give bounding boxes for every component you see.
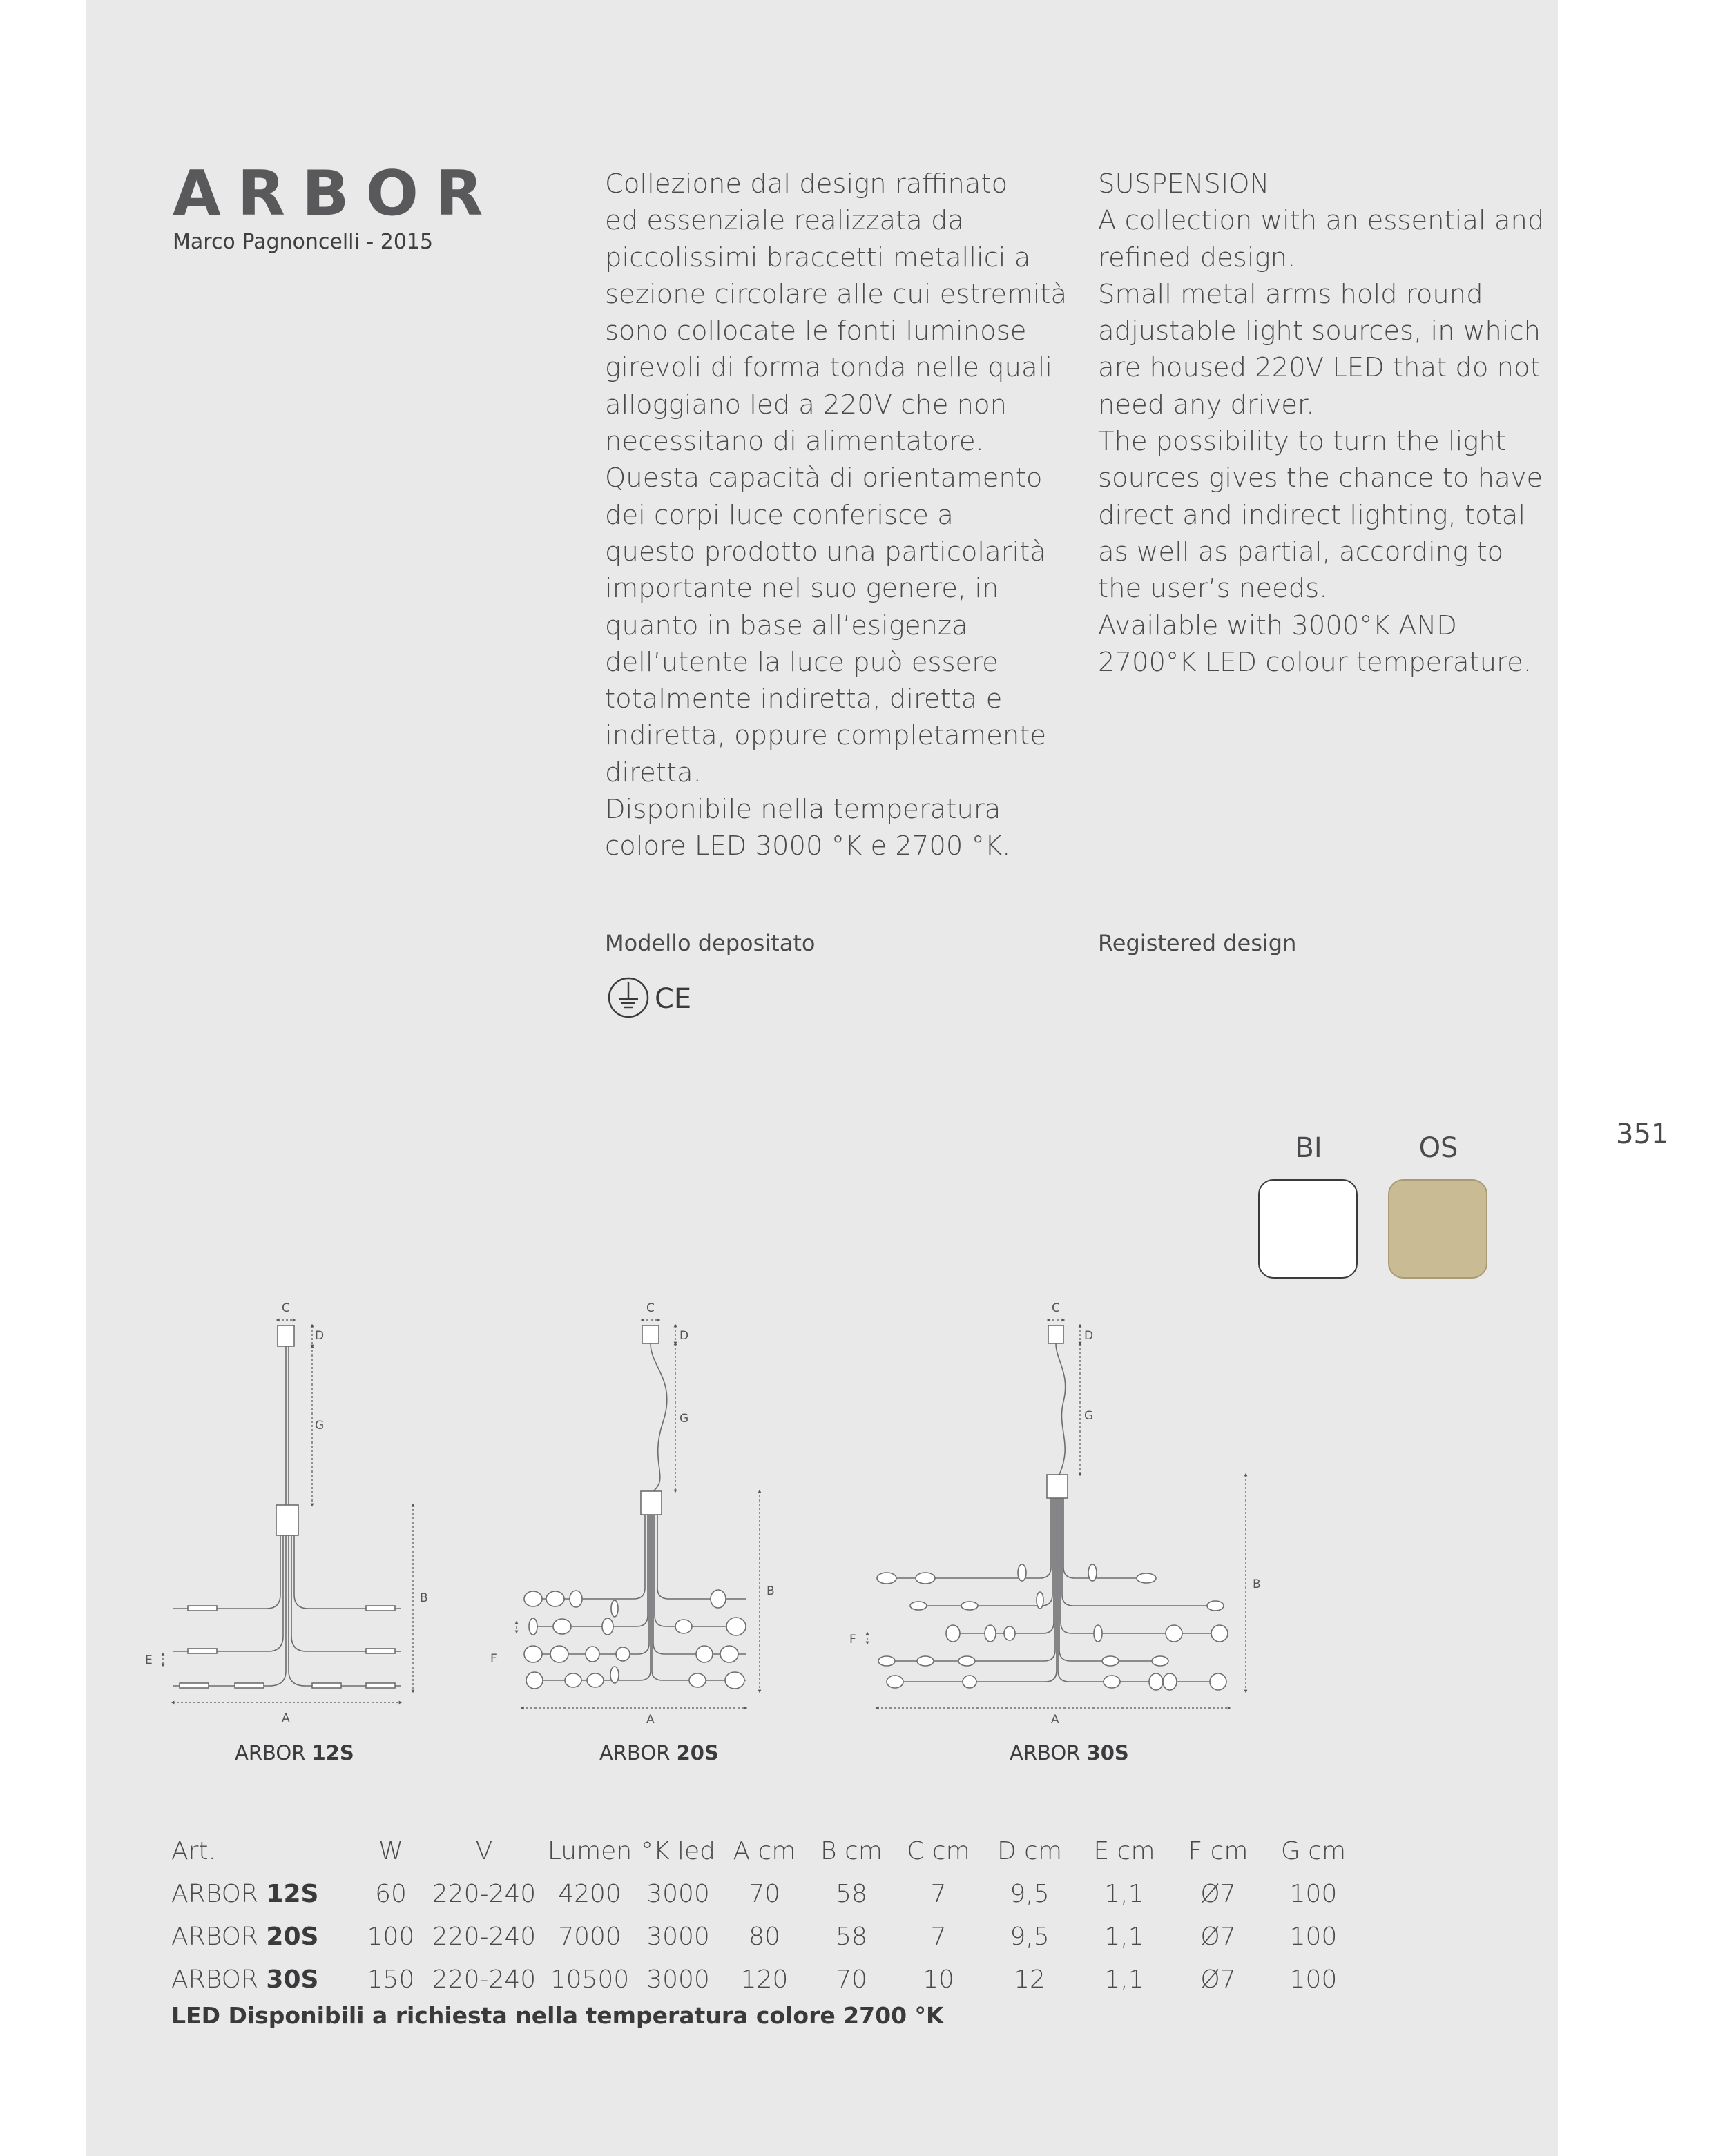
table-cell: 100 [1289, 1965, 1338, 1994]
table-header: °K led [640, 1836, 716, 1865]
table-header-row [171, 1829, 1362, 1872]
table-cell-article [171, 1958, 358, 2001]
text-line: adjustable light sources, in which [1098, 315, 1541, 347]
table-cell: 58 [836, 1922, 867, 1951]
dim-f: F [490, 1652, 497, 1666]
table-header: G cm [1280, 1836, 1347, 1865]
text-line: sources gives the chance to have [1098, 463, 1543, 494]
article-prefix: ARBOR [171, 1965, 258, 1994]
text-line: 2700°K LED colour temperature. [1098, 646, 1532, 678]
dim-g: G [680, 1412, 689, 1426]
table-cell: Ø7 [1200, 1922, 1236, 1951]
article-prefix: ARBOR [171, 1922, 258, 1951]
table-header: Lumen [547, 1836, 633, 1865]
dim-e: E [145, 1653, 153, 1667]
caption-code: 30S [1086, 1741, 1129, 1765]
drawing-arbor-20s [524, 1325, 746, 1689]
table-row [171, 1872, 1362, 1915]
finish-swatch-gold[interactable] [1388, 1179, 1487, 1279]
finish-label-bi: BI [1295, 1132, 1322, 1164]
dim-g: G [315, 1419, 325, 1433]
table-cell: 3000 [646, 1965, 710, 1994]
text-line: totalmente indiretta, diretta e [605, 683, 1003, 715]
text-line: A collection with an essential and [1098, 205, 1545, 237]
text-line: Disponibile nella temperatura [605, 794, 1001, 826]
finish-swatch-white[interactable] [1258, 1179, 1358, 1279]
table-cell: 12 [1014, 1965, 1045, 1994]
table-cell: 220-240 [432, 1879, 537, 1908]
spec-table [171, 1829, 1362, 2001]
text-line: are housed 220V LED that do not [1098, 352, 1541, 384]
page-number: 351 [1616, 1118, 1669, 1150]
dim-a: A [1051, 1713, 1059, 1727]
product-title: ARBOR [173, 157, 500, 230]
dim-a: A [646, 1713, 655, 1727]
table-header: B cm [820, 1836, 883, 1865]
article-prefix: ARBOR [171, 1879, 258, 1908]
dim-c: C [1052, 1301, 1060, 1315]
table-cell: 7 [930, 1879, 947, 1908]
dim-a: A [282, 1711, 290, 1725]
drawing-caption-12s [235, 1741, 354, 1765]
table-cell: Ø7 [1200, 1965, 1236, 1994]
table-row [171, 1915, 1362, 1958]
caption-prefix: ARBOR [235, 1741, 306, 1765]
text-line: quanto in base all’esigenza [605, 610, 968, 641]
dim-g: G [1084, 1409, 1094, 1423]
technical-drawings [131, 1284, 1319, 1740]
article-code: 30S [266, 1965, 319, 1994]
table-cell: 120 [740, 1965, 789, 1994]
drawing-caption-30s [1010, 1741, 1129, 1765]
table-cell-article [171, 1872, 358, 1915]
table-header: A cm [733, 1836, 796, 1865]
caption-prefix: ARBOR [599, 1741, 671, 1765]
text-line: ed essenziale realizzata da [605, 205, 964, 237]
registered-design-it: Modello depositato [605, 930, 816, 956]
table-cell: 60 [375, 1879, 407, 1908]
drawing-arbor-12s [173, 1325, 401, 1688]
text-line: as well as partial, according to [1098, 536, 1504, 567]
registered-design-en: Registered design [1098, 930, 1297, 956]
table-cell: 1,1 [1104, 1965, 1144, 1994]
dim-d: D [680, 1329, 689, 1343]
certification-marks [608, 975, 711, 1020]
drawing-caption-20s [599, 1741, 719, 1765]
table-cell: 70 [836, 1965, 867, 1994]
designer-credit: Marco Pagnoncelli - 2015 [173, 230, 434, 254]
text-line: questo prodotto una particolarità [605, 536, 1046, 567]
dim-b: B [767, 1584, 775, 1598]
table-cell: 3000 [646, 1922, 710, 1951]
table-cell: 4200 [558, 1879, 621, 1908]
caption-code: 12S [311, 1741, 354, 1765]
text-line: necessitano di alimentatore. [605, 426, 984, 458]
text-line: SUSPENSION [1098, 168, 1270, 200]
text-line: indiretta, oppure completamente [605, 720, 1047, 752]
dim-b: B [420, 1591, 428, 1605]
dim-d: D [1084, 1329, 1094, 1343]
text-line: sono collocate le fonti luminose [605, 315, 1027, 347]
dim-b: B [1253, 1577, 1261, 1591]
table-cell: 9,5 [1010, 1922, 1050, 1951]
table-header: C cm [907, 1836, 970, 1865]
table-cell: 7 [930, 1922, 947, 1951]
text-line: diretta. [605, 757, 702, 788]
description-english [1098, 166, 1544, 681]
table-cell: 10500 [550, 1965, 630, 1994]
table-cell: 58 [836, 1879, 867, 1908]
text-line: Questa capacità di orientamento [605, 463, 1043, 494]
caption-code: 20S [676, 1741, 719, 1765]
table-cell: 10 [923, 1965, 954, 1994]
table-header: Art. [171, 1836, 216, 1865]
article-code: 12S [266, 1879, 319, 1908]
table-cell: 220-240 [432, 1965, 537, 1994]
text-line: The possibility to turn the light [1098, 426, 1506, 458]
table-cell: 1,1 [1104, 1922, 1144, 1951]
protection-class-icon [609, 978, 648, 1017]
table-row [171, 1958, 1362, 2001]
text-line: girevoli di forma tonda nelle quali [605, 352, 1052, 384]
text-line: Collezione dal design raffinato [605, 168, 1008, 200]
dim-c: C [282, 1301, 290, 1315]
table-cell: 80 [749, 1922, 780, 1951]
table-header: F cm [1188, 1836, 1249, 1865]
article-code: 20S [266, 1922, 319, 1951]
text-line: Small metal arms hold round [1098, 278, 1483, 310]
text-line: refined design. [1098, 242, 1296, 273]
text-line: dell’utente la luce può essere [605, 646, 999, 678]
table-cell: 100 [367, 1922, 415, 1951]
table-cell: 150 [367, 1965, 415, 1994]
text-line: dei corpi luce conferisce a [605, 499, 954, 531]
table-cell: 220-240 [432, 1922, 537, 1951]
table-cell: 9,5 [1010, 1879, 1050, 1908]
table-header: E cm [1093, 1836, 1155, 1865]
dim-f: F [849, 1633, 856, 1647]
ce-mark: CE [655, 983, 692, 1015]
dim-c: C [646, 1301, 655, 1315]
drawing-arbor-30s [877, 1325, 1228, 1690]
text-line: direct and indirect lighting, total [1098, 499, 1526, 531]
caption-prefix: ARBOR [1010, 1741, 1081, 1765]
text-line: sezione circolare alle cui estremità [605, 278, 1068, 310]
text-line: colore LED 3000 °K e 2700 °K. [605, 831, 1011, 862]
dim-d: D [315, 1329, 325, 1343]
table-header: V [475, 1836, 493, 1865]
table-cell: 3000 [646, 1879, 710, 1908]
text-line: need any driver. [1098, 389, 1315, 420]
table-header: D cm [996, 1836, 1063, 1865]
table-cell: 100 [1289, 1922, 1338, 1951]
table-cell: 7000 [558, 1922, 621, 1951]
table-header: W [378, 1836, 403, 1865]
text-line: Available with 3000°K AND [1098, 610, 1457, 641]
description-italian [605, 166, 1067, 865]
table-cell: Ø7 [1200, 1879, 1236, 1908]
finish-label-os: OS [1418, 1132, 1458, 1164]
table-cell: 70 [749, 1879, 780, 1908]
text-line: piccolissimi braccetti metallici a [605, 242, 1031, 273]
table-cell: 1,1 [1104, 1879, 1144, 1908]
table-cell-article [171, 1915, 358, 1958]
text-line: alloggiano led a 220V che non [605, 389, 1008, 420]
text-line: importante nel suo genere, in [605, 573, 999, 605]
text-line: the user’s needs. [1098, 573, 1328, 605]
led-availability-note: LED Disponibili a richiesta nella temperatura colore 2700 °K [171, 2002, 944, 2029]
table-cell: 100 [1289, 1879, 1338, 1908]
